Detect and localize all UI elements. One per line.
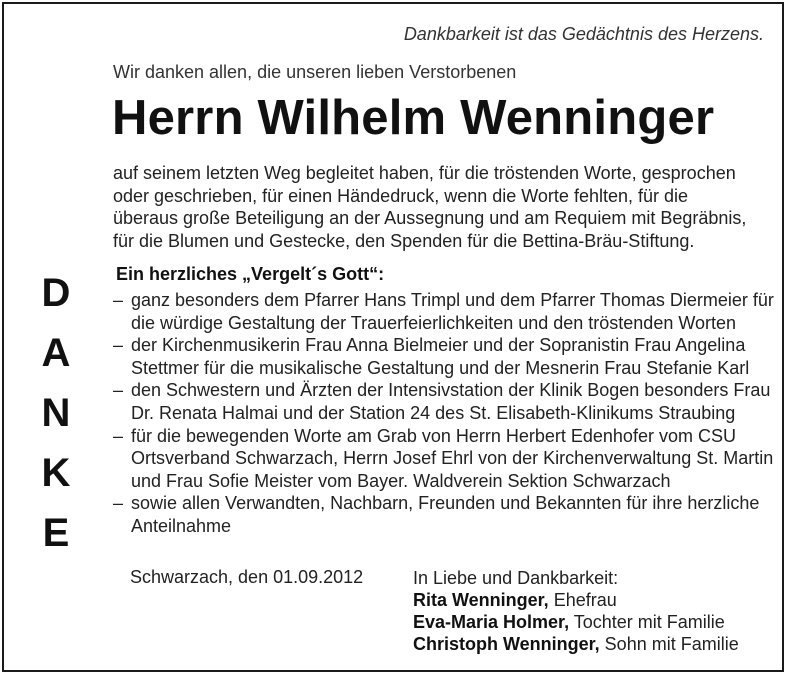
intro-text: Wir danken allen, die unseren lieben Verstorbenen xyxy=(113,62,517,82)
list-item-line: Anteilnahme xyxy=(131,515,232,536)
mourner-line xyxy=(413,589,739,611)
list-item-line: Dr. Renata Halmai und der Station 24 des St. Elisabeth-Klinikums Straubing xyxy=(131,402,736,423)
dash-marker: – xyxy=(113,493,124,514)
dash-marker: – xyxy=(113,380,124,401)
mourner-relation: Tochter mit Familie xyxy=(569,612,725,632)
signoff xyxy=(413,567,739,655)
list-item xyxy=(113,334,773,379)
dash-marker: – xyxy=(113,290,124,310)
vertical-letter: A xyxy=(41,331,71,375)
body-line: oder geschrieben, für einen Händedruck, wenn die Worte fehlten, für die xyxy=(113,185,689,206)
dash-marker: – xyxy=(113,425,124,446)
mourner-relation: Ehefrau xyxy=(548,590,617,610)
body-line: überaus große Beteiligung an der Aussegnung und am Requiem mit Begräbnis, xyxy=(113,208,747,229)
mourner-name: Eva-Maria Holmer, xyxy=(413,612,570,632)
list-item-line: und Frau Sofie Meister vom Bayer. Waldverein Sektion Schwarzach xyxy=(131,470,671,491)
thanks-body xyxy=(113,162,746,252)
thanks-heading: Ein herzliches „Vergelt´s Gott“: xyxy=(116,264,385,284)
deceased-name: Herrn Wilhelm Wenninger xyxy=(112,91,715,145)
mourner-name: Rita Wenninger, xyxy=(413,590,549,610)
dash-marker: – xyxy=(113,335,124,356)
list-item-line: der Kirchenmusikerin Frau Anna Bielmeier und der Sopranistin Frau Angelina xyxy=(131,335,746,356)
place-date: Schwarzach, den 01.09.2012 xyxy=(130,567,364,587)
vertical-letter: E xyxy=(42,511,70,555)
mourner-line xyxy=(413,633,739,655)
mourner-line xyxy=(413,611,739,633)
body-line: auf seinem letzten Weg begleitet haben, für die tröstenden Worte, gesprochen xyxy=(113,163,736,183)
thanks-list xyxy=(113,289,773,538)
list-item-line: den Schwestern und Ärzten der Intensivstation der Klinik Bogen besonders Frau xyxy=(131,380,771,401)
signoff-intro: In Liebe und Dankbarkeit: xyxy=(413,568,619,588)
list-item-line: für die bewegenden Worte am Grab von Herrn Herbert Edenhofer vom CSU xyxy=(131,425,736,446)
list-item-line: sowie allen Verwandten, Nachbarn, Freunden und Bekannten für ihre herzliche xyxy=(131,493,760,514)
vertical-letter: N xyxy=(41,391,71,435)
list-item-line: Stettmer für die musikalische Gestaltung und der Mesnerin Frau Stefanie Karl xyxy=(131,357,750,378)
list-item xyxy=(113,289,773,334)
list-item xyxy=(113,425,773,493)
vertical-letter: D xyxy=(41,271,71,315)
mourner-relation: Sohn mit Familie xyxy=(599,634,739,654)
motto: Dankbarkeit ist das Gedächtnis des Herzens. xyxy=(403,24,764,44)
mourner-name: Christoph Wenninger, xyxy=(413,634,600,654)
list-item-line: Ortsverband Schwarzach, Herrn Josef Ehrl von der Kirchenverwaltung St. Martin xyxy=(131,448,774,469)
vertical-danke xyxy=(36,268,76,568)
list-item-line: die würdige Gestaltung der Trauerfeierlichkeiten und den tröstenden Worten xyxy=(131,312,737,333)
list-item xyxy=(113,492,773,537)
vertical-letter: K xyxy=(41,451,71,495)
list-item-line: ganz besonders dem Pfarrer Hans Trimpl und dem Pfarrer Thomas Diermeier für xyxy=(131,290,774,310)
list-item xyxy=(113,379,773,424)
body-line: für die Blumen und Gestecke, den Spenden für die Bettina-Bräu-Stiftung. xyxy=(113,230,695,251)
